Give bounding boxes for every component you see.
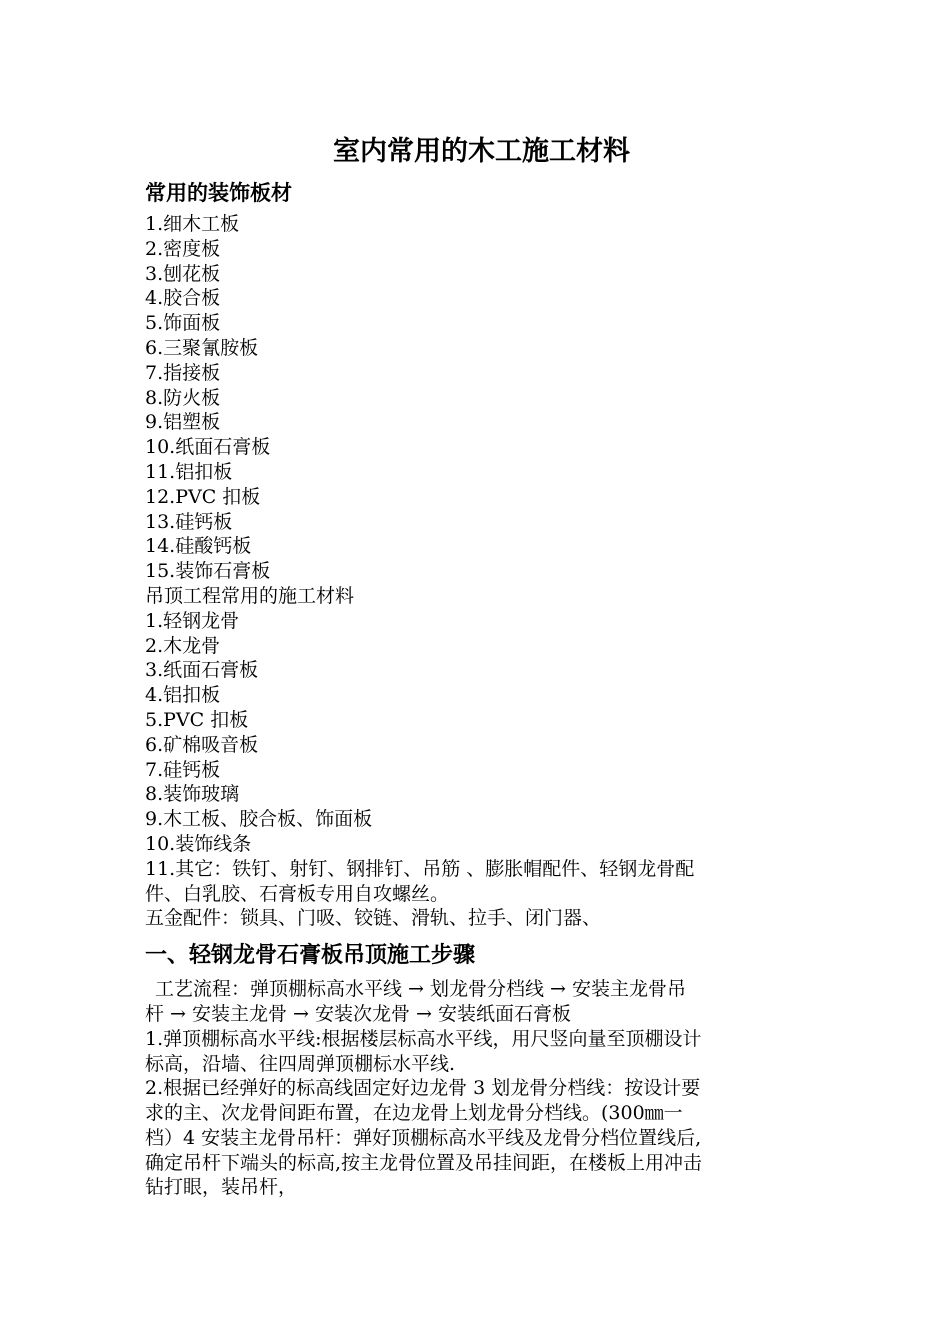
list-item: 4.胶合板 bbox=[145, 287, 221, 310]
list-item: 1.轻钢龙骨 bbox=[145, 609, 240, 632]
section-heading-ceiling-steps: 一、轻钢龙骨石膏板吊顶施工步骤 bbox=[145, 943, 476, 969]
paragraph-line: 2.根据已经弹好的标高线固定好边龙骨 3 划龙骨分档线：按设计要 bbox=[145, 1077, 701, 1100]
list-item: 5.PVC 扣板 bbox=[145, 708, 249, 731]
paragraph-line: 求的主、次龙骨间距布置，在边龙骨上划龙骨分档线。(300㎜一 bbox=[145, 1102, 683, 1125]
list-item: 2.木龙骨 bbox=[145, 634, 221, 657]
paragraph-line: 钻打眼，装吊杆， bbox=[145, 1176, 298, 1199]
document-page bbox=[145, 128, 810, 1200]
list-item: 12.PVC 扣板 bbox=[145, 485, 261, 508]
list-item: 14.硅酸钙板 bbox=[145, 535, 252, 558]
paragraph-line: 确定吊杆下端头的标高,按主龙骨位置及吊挂间距，在楼板上用冲击 bbox=[145, 1151, 703, 1174]
paragraph-line: 标高，沿墙、往四周弹顶棚标水平线. bbox=[145, 1052, 456, 1075]
list-item: 10.纸面石膏板 bbox=[145, 436, 271, 459]
paragraph-line: 11.其它：铁钉、射钉、钢排钉、吊筋 、膨胀帽配件、轻钢龙骨配 bbox=[145, 857, 695, 880]
paragraph-line: 档）4 安装主龙骨吊杆：弹好顶棚标高水平线及龙骨分档位置线后, bbox=[145, 1126, 702, 1149]
list-item: 8.防火板 bbox=[145, 386, 221, 409]
document-title: 室内常用的木工施工材料 bbox=[333, 136, 630, 167]
paragraph-line: 1.弹顶棚标高水平线:根据楼层标高水平线，用尺竖向量至顶棚设计 bbox=[145, 1027, 702, 1050]
list-item: 2.密度板 bbox=[145, 237, 221, 260]
list-item: 5.饰面板 bbox=[145, 312, 221, 335]
process-flow bbox=[145, 977, 810, 1027]
list-item: 3.纸面石膏板 bbox=[145, 659, 259, 682]
ceiling-material-list bbox=[145, 609, 810, 931]
step-1 bbox=[145, 1027, 810, 1077]
section-heading-panels: 常用的装饰板材 bbox=[145, 181, 292, 205]
list-item: 8.装饰玻璃 bbox=[145, 783, 240, 806]
hardware-line: 五金配件：锁具、门吸、铰链、滑轨、拉手、闭门器、 bbox=[145, 907, 602, 930]
section-heading-ceiling-materials: 吊顶工程常用的施工材料 bbox=[145, 584, 355, 607]
list-item: 7.硅钙板 bbox=[145, 758, 221, 781]
list-item: 13.硅钙板 bbox=[145, 510, 233, 533]
panel-list bbox=[145, 212, 810, 584]
step-2 bbox=[145, 1076, 810, 1200]
paragraph-line: 件、白乳胶、石膏板专用自攻螺丝。 bbox=[145, 882, 450, 905]
list-item: 9.木工板、胶合板、饰面板 bbox=[145, 808, 373, 831]
list-item-others bbox=[145, 857, 810, 907]
list-item: 1.细木工板 bbox=[145, 213, 240, 235]
list-item: 7.指接板 bbox=[145, 361, 221, 384]
paragraph-line: 杆 → 安装主龙骨 → 安装次龙骨 → 安装纸面石膏板 bbox=[145, 1002, 571, 1025]
list-item: 11.铝扣板 bbox=[145, 460, 233, 483]
list-item: 6.三聚氰胺板 bbox=[145, 336, 259, 359]
list-item: 15.装饰石膏板 bbox=[145, 560, 271, 583]
list-item: 10.装饰线条 bbox=[145, 832, 252, 855]
list-item: 6.矿棉吸音板 bbox=[145, 733, 259, 756]
paragraph-line: 工艺流程：弹顶棚标高水平线 → 划龙骨分档线 → 安装主龙骨吊 bbox=[155, 978, 686, 1001]
list-item: 4.铝扣板 bbox=[145, 684, 221, 707]
list-item: 9.铝塑板 bbox=[145, 411, 221, 434]
list-item: 3.刨花板 bbox=[145, 262, 221, 285]
